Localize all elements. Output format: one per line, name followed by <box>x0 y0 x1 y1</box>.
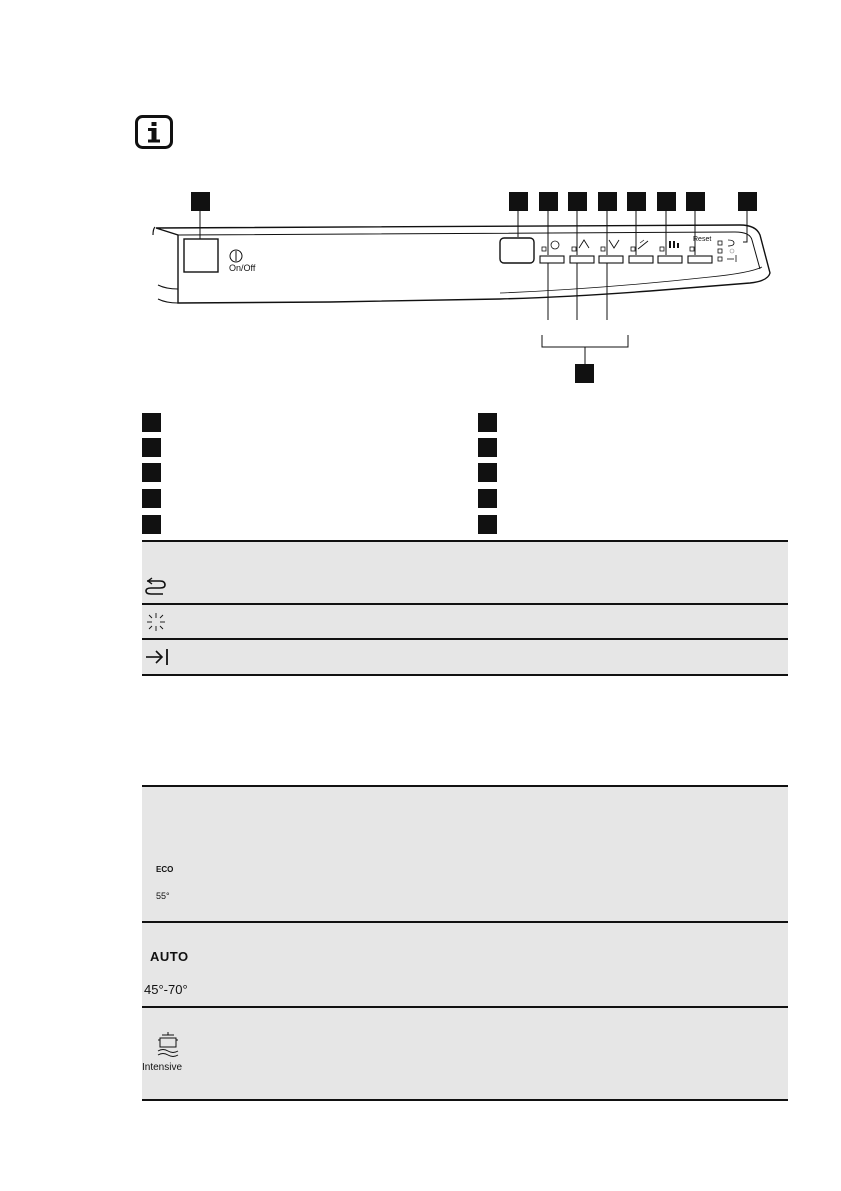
table-row <box>142 923 788 1008</box>
program-intensive-label: Intensive <box>142 1062 183 1073</box>
table-row <box>142 605 788 640</box>
reset-label: Reset <box>693 236 712 243</box>
panel-outline <box>150 185 780 400</box>
table-row <box>142 1008 788 1101</box>
rinse-aid-icon <box>145 611 167 633</box>
legend-marker <box>142 515 161 534</box>
legend-marker <box>478 463 497 482</box>
power-label: On/Off <box>229 263 256 273</box>
table-row <box>142 571 788 605</box>
table-row <box>142 640 788 676</box>
table-header-row <box>142 540 788 573</box>
info-icon <box>135 115 173 149</box>
table-header-row <box>142 785 788 836</box>
indicator-table <box>142 540 788 677</box>
arrow-to-bar-icon <box>144 648 170 666</box>
program-auto-temp: 45°-70° <box>144 982 188 997</box>
legend-marker <box>478 515 497 534</box>
program-auto-label: AUTO <box>150 949 189 964</box>
program-eco-temp: 55° <box>156 891 170 901</box>
end-indicator-icon <box>144 577 168 597</box>
legend-marker <box>142 438 161 457</box>
intensive-pot-icon <box>156 1031 180 1059</box>
legend-marker <box>478 413 497 432</box>
control-panel-diagram <box>150 185 780 400</box>
table-row <box>142 834 788 923</box>
program-table <box>142 785 788 1101</box>
legend-marker <box>142 489 161 508</box>
legend-marker <box>478 489 497 508</box>
legend-marker <box>142 413 161 432</box>
legend-marker <box>142 463 161 482</box>
legend-marker <box>478 438 497 457</box>
program-eco-label: ECO <box>156 865 174 874</box>
